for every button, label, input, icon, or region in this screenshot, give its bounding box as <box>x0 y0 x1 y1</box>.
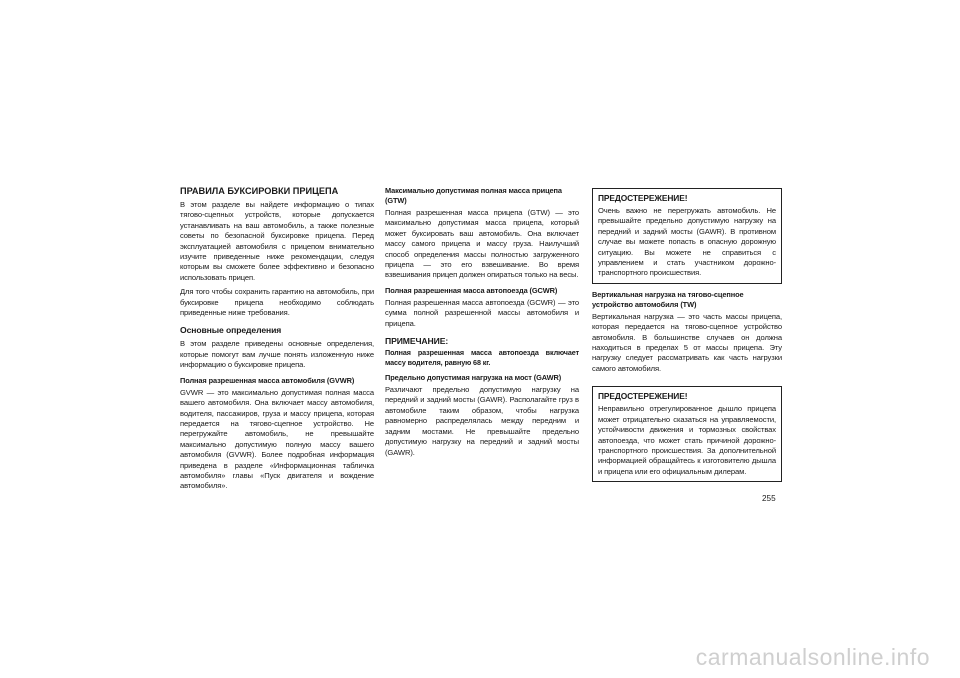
column-left <box>180 186 374 496</box>
note-paragraph: Полная разрешенная масса автопоезда включает массу водителя, равную 68 кг. <box>385 348 579 368</box>
gawr-heading: Предельно допустимая нагрузка на мост (GAWR) <box>385 373 562 383</box>
warning-box-drawbar <box>592 386 782 482</box>
gvwr-heading: Полная разрешенная масса автомобиля (GVWR) <box>180 375 355 385</box>
warning-title: ПРЕДОСТЕРЕЖЕНИЕ! <box>598 193 688 203</box>
definitions-paragraph: В этом разделе приведены основные определения, которые помогут вам лучше понять изложенную ниже информацию о буксировке прицепа. <box>180 339 374 370</box>
column-right <box>592 186 782 488</box>
watermark: carmanualsonline.info <box>695 644 930 670</box>
intro-paragraph: В этом разделе вы найдете информацию о типах тягово-сцепных устройств, которые допускается устанавливать на ваш автомобиль, а также полезные советы по безопасной буксировке прицепа. Перед эксплуатацией автомобиля с прицепом внимательно изучите приведенные ниже рекомендации, следуя которым вы сможете более эффективно и безопасно использовать прицеп. <box>180 200 374 282</box>
gtw-paragraph: Полная разрешенная масса прицепа (GTW) — это максимально допустимая масса прицепа, который может буксировать ваш автомобиль. Она включает массу самого прицепа и массу груза. Наилучший способ определения массы полностью загруженного прицепа — это его взвешивание. Во время взвешивания прицеп должен опираться только на весы. <box>385 208 579 280</box>
warning-text: Неправильно отрегулированное дышло прицепа может отрицательно сказаться на управляемости, устойчивости движения и тормозных свойствах автопоезда, что может стать причиной дорожно-транспортного происшествия. За дополнительной информацией обращайтесь к изготовителю дышла и прицепа или его официальным дилерам. <box>598 404 776 476</box>
tw-paragraph: Вертикальная нагрузка — это часть массы прицепа, которая передается на тягово-сцепное устройство автомобиля. В большинстве случаев он должна находиться в пределах 5 от массы прицепа. Эту нагрузку следует рассматривать как часть нагрузки самого автомобиля. <box>592 311 782 373</box>
column-middle <box>385 186 579 462</box>
tw-heading: Вертикальная нагрузка на тягово-сцепное устройство автомобиля (TW) <box>592 289 744 309</box>
gcwr-heading: Полная разрешенная масса автопоезда (GCWR) <box>385 285 558 295</box>
warranty-paragraph: Для того чтобы сохранить гарантию на автомобиль, при буксировке прицепа необходимо соблюдать приведенные ниже требования. <box>180 287 374 318</box>
warning-box-overload <box>592 188 782 284</box>
definitions-heading: Основные определения <box>180 325 282 336</box>
page-number: 255 <box>762 494 776 503</box>
gcwr-paragraph: Полная разрешенная масса автопоезда (GCWR) — это сумма полной разрешенной массы автомобиля и прицепа. <box>385 297 579 328</box>
warning-title: ПРЕДОСТЕРЕЖЕНИЕ! <box>598 391 688 402</box>
note-heading: ПРИМЕЧАНИЕ: <box>385 336 449 347</box>
section-title: ПРАВИЛА БУКСИРОВКИ ПРИЦЕПА <box>180 186 339 196</box>
gvwr-paragraph: GVWR — это максимально допустимая полная масса вашего автомобиля. Она включает массу автомобиля, водителя, пассажиров, груза и массу прицепа, которая передается на тягово-сцепное устройство. Не перегружайте автомобиль, не превышайте максимально допустимую полную массу вашего автомобиля (GVWR). Более подробная информация приведена в разделе «Информационная табличка автомобиля» главы «Пуск двигателя и вождение автомобиля». <box>180 387 374 491</box>
gtw-heading: Максимально допустимая полная масса прицепа (GTW) <box>385 186 562 205</box>
warning-text: Очень важно не перегружать автомобиль. Не превышайте предельно допустимую нагрузку на передний и задний мосты (GAWR). В противном случае вы можете попасть в опасную дорожную ситуацию. Вы можете не справиться с управлением и стать участником дорожно-транспортного происшествия. <box>598 206 776 278</box>
gawr-paragraph: Различают предельно допустимую нагрузку на передний и задний мосты (GAWR). Располагайте груз в автомобиле таким образом, чтобы нагрузка равномерно распределялась между передним и задним мостами. Не превышайте предельно допустимую нагрузку на передний и задний мосты (GAWR). <box>385 385 579 457</box>
